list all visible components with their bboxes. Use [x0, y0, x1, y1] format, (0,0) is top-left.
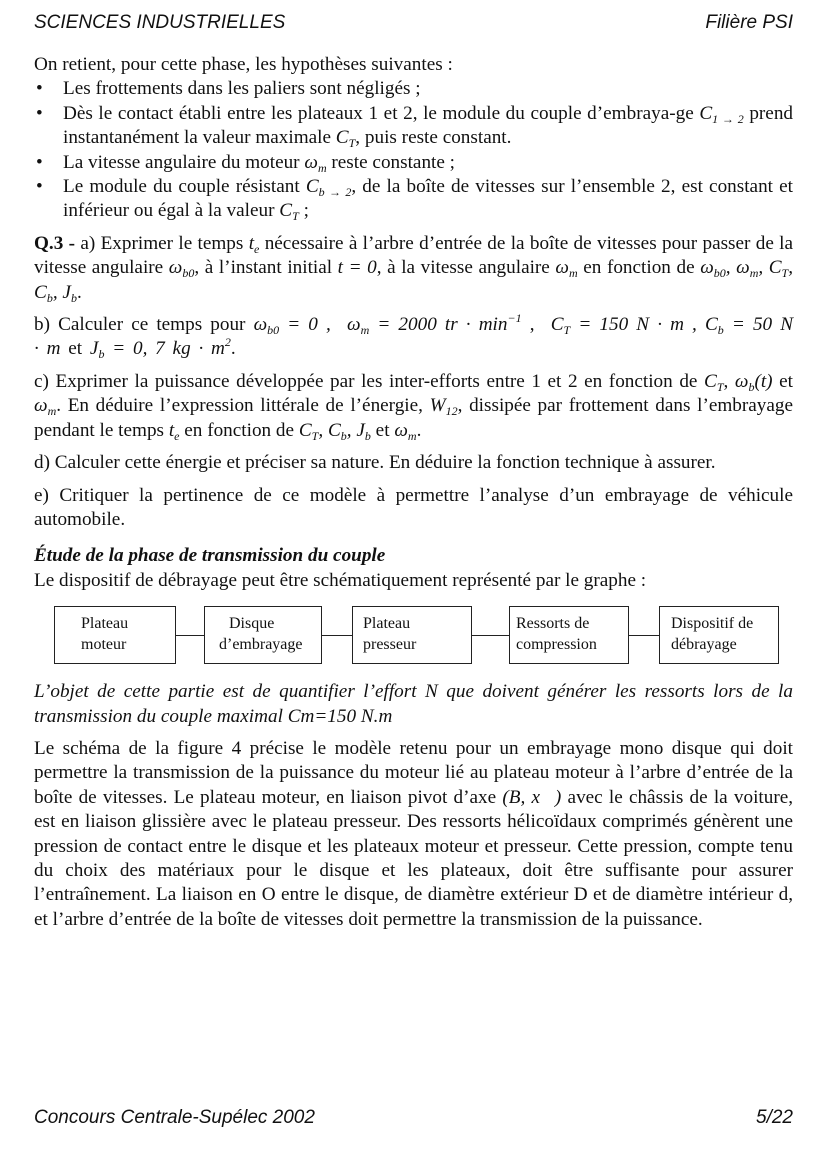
hypothesis-item: • Dès le contact établi entre les plateaux 1 et 2, le module du couple d’embraya-ge $C_{1 \to 2}$ prend instantanément la valeur maximale $C_T$, puis reste constant. [36, 102, 794, 151]
question-3c: c) Exprimer la puissance développée par les inter-efforts entre 1 et 2 en fonction de $C_T$, $\omega_b(t)$ et $\omega_m$. En déduire l’expression littérale de l’énergie, $W_{12}$, dissipée par frottement dans l’embrayage pendant le temps $t_e$ en fonction de $C_T$, $C_b$, $J_b$ et $\omega_m$. [34, 370, 794, 443]
liaison-graph [34, 602, 793, 670]
hypothesis-item: • Les frottements dans les paliers sont négligés ; [36, 78, 421, 100]
hypothesis-item: • La vitesse angulaire du moteur $\omega_m$ reste constante ; [36, 151, 456, 175]
hypothesis-item: • Le module du couple résistant $C_{b \to 2}$, de la boîte de vitesses sur l’ensemble 2, est constant et inférieur ou égal à la valeur $C_T$ ; [36, 176, 793, 224]
figure-4-description: Le schéma de la figure 4 précise le modèle retenu pour un embrayage mono disque qui doit permettre la transmission de la puissance du moteur lié au plateau moteur à l’arbre d’entrée de la boîte de vitesses. Le plateau moteur, en liaison pivot d’axe (B, x⃗) avec le châssis de la voiture, est en liaison glissière avec le plateau presseur. Des ressorts hélicoïdaux comprimés génèrent une pression de contact entre le disque et les plateaux moteur et presseur. Cette pression, compte tenu du choix des matériaux pour le disque et les plateaux, doit être suffisante pour assurer l’entraînement. La liaison en O entre le disque, de diamètre extérieur D et de diamètre intérieur d, et l’arbre d’entrée de la boîte de vitesses doit permettre la transmission de la puissance. [34, 737, 794, 930]
hypotheses-intro: On retient, pour cette phase, les hypothèses suivantes : [34, 54, 453, 75]
section-title: Étude de la phase de transmission du couple [34, 545, 386, 567]
footer-contest: Concours Centrale-Supélec 2002 [34, 1107, 315, 1128]
graph-intro: Le dispositif de débrayage peut être schématiquement représenté par le graphe : [34, 569, 647, 591]
graph-box-plateau-presseur: Plateau presseur [352, 606, 472, 664]
graph-box-plateau-moteur: Plateau moteur [54, 606, 176, 664]
question-3b: b) Calculer ce temps pour $\omega_{b0} = 0$ , $\omega_m = 2000$ tr · $\min^{-1}$ , $C_T = 150$ N · m , $C_b = 50$ N · m et $J_b = 0$, 7 kg · $m^2$. [34, 311, 794, 362]
graph-box-dispositif: Dispositif de débrayage [659, 606, 779, 664]
graph-link [472, 635, 509, 636]
header-subject: SCIENCES INDUSTRIELLES [34, 12, 286, 33]
graph-link [176, 635, 204, 636]
graph-link [322, 635, 352, 636]
question-3d: d) Calculer cette énergie et préciser sa nature. En déduire la fonction technique à assurer. [34, 452, 716, 474]
hypotheses-list [34, 77, 793, 223]
header-track: Filière PSI [705, 12, 793, 33]
part-objective: L’objet de cette partie est de quantifier l’effort N que doivent générer les ressorts lors de la transmission du couple maximal Cm=150 N.m [34, 681, 793, 727]
graph-box-disque: Disque d’embrayage [204, 606, 322, 664]
question-3a: Q.3 - a) Exprimer le temps $t_e$ nécessaire à l’arbre d’entrée de la boîte de vitesses pour passer de la vitesse angulaire $\omega_{b0}$, à l’instant initial t = 0, à la vitesse angulaire $\omega_m$ en fonction de $\omega_{b0}$, $\omega_m$, $C_T$, $C_b$, $J_b$. [34, 232, 794, 305]
page-number: 5/22 [756, 1107, 793, 1128]
question-3e: e) Critiquer la pertinence de ce modèle à permettre l’analyse d’un embrayage de véhicule automobile. [34, 484, 793, 530]
graph-link [629, 635, 659, 636]
page-body [34, 53, 793, 932]
graph-box-ressorts: Ressorts de compression [509, 606, 629, 664]
